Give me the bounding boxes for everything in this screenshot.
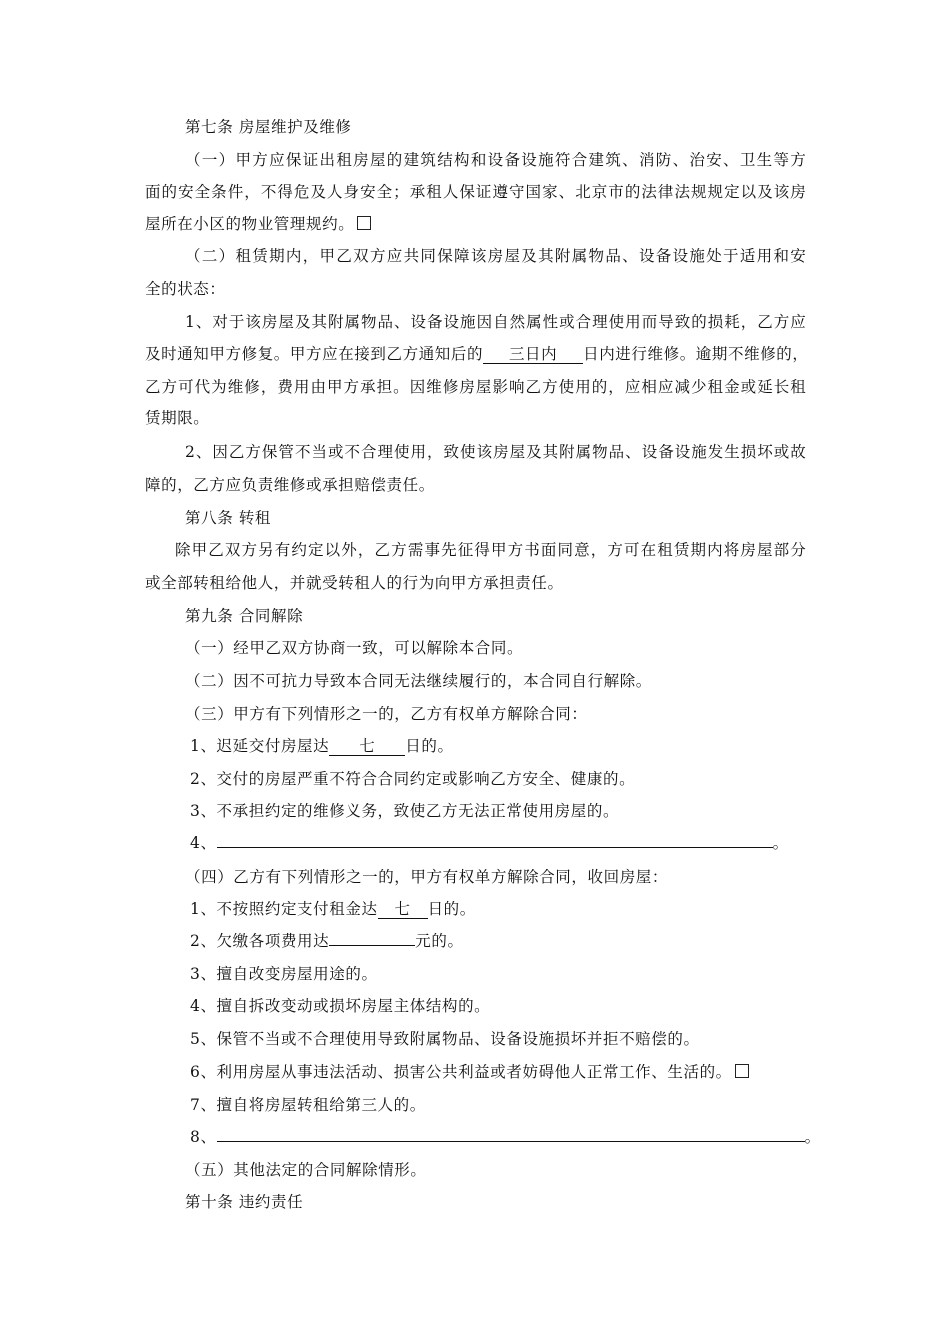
checkbox-icon — [357, 216, 371, 230]
art8-line1: 除甲乙双方另有约定以外，乙方需事先征得甲方书面同意，方可在租赁期内将房屋部分 — [175, 541, 806, 559]
art9-clause4-item2 — [190, 931, 464, 951]
art9-clause4-item3: 3、擅自改变房屋用途的。 — [190, 965, 378, 983]
art9-clause4-item1-post: 日的。 — [427, 900, 476, 918]
article-9-heading: 第九条 合同解除 — [185, 607, 304, 625]
checkbox-icon — [735, 1064, 749, 1078]
art7-clause2-line1: （二）租赁期内，甲乙双方应共同保障该房屋及其附属物品、设备设施处于适用和安 — [185, 247, 806, 265]
custom-condition-blank-2 — [217, 1141, 805, 1142]
art9-clause4-item4: 4、擅自拆改变动或损坏房屋主体结构的。 — [190, 997, 491, 1015]
art7-clause1-line2: 面的安全条件，不得危及人身安全；承租人保证遵守国家、北京市的法律法规规定以及该房 — [145, 183, 806, 201]
art9-clause4-item8-post: 。 — [804, 1128, 821, 1146]
art9-clause4-item5: 5、保管不当或不合理使用导致附属物品、设备设施损坏并拒不赔偿的。 — [190, 1030, 700, 1048]
art9-clause4-item1-pre: 1、不按照约定支付租金达 — [190, 900, 378, 918]
art9-clause3: （三）甲方有下列情形之一的，乙方有权单方解除合同： — [185, 705, 588, 723]
art9-clause4-item6 — [190, 1062, 749, 1082]
art9-clause4: （四）乙方有下列情形之一的，甲方有权单方解除合同，收回房屋： — [185, 868, 669, 886]
art9-clause4-item2-pre: 2、欠缴各项费用达 — [190, 932, 330, 950]
article-10-heading: 第十条 违约责任 — [185, 1193, 304, 1211]
repair-days-blank: 三日内 — [483, 345, 583, 364]
art9-clause3-item2: 2、交付的房屋严重不符合合同约定或影响乙方安全、健康的。 — [190, 770, 636, 788]
art7-clause2-line2: 全的状态： — [145, 280, 226, 298]
art7-item1-line3: 乙方可代为维修，费用由甲方承担。因维修房屋影响乙方使用的，应相应减少租金或延长租 — [145, 378, 806, 396]
delivery-delay-days-blank: 七 — [329, 737, 405, 756]
art7-item1-line4: 赁期限。 — [145, 409, 210, 427]
art7-item2-line1: 2、因乙方保管不当或不合理使用，致使该房屋及其附属物品、设备设施发生损坏或故 — [185, 443, 806, 461]
art7-item1-line2-pre: 及时通知甲方修复。甲方应在接到乙方通知后的 — [145, 345, 484, 363]
art9-clause3-item4 — [190, 833, 789, 853]
art7-item1-line2-post: 日内进行维修。逾期不维修的， — [583, 345, 809, 363]
art9-clause2: （二）因不可抗力导致本合同无法继续履行的，本合同自行解除。 — [185, 672, 652, 690]
art9-clause3-item1-post: 日的。 — [405, 737, 454, 755]
art9-clause4-item8 — [190, 1127, 821, 1147]
article-7-heading: 第七条 房屋维护及维修 — [185, 118, 352, 136]
art9-clause4-item8-pre: 8、 — [190, 1128, 217, 1146]
art9-clause1: （一）经甲乙双方协商一致，可以解除本合同。 — [185, 639, 524, 657]
art7-item2-line2: 障的，乙方应负责维修或承担赔偿责任。 — [145, 476, 435, 494]
art9-clause4-item1 — [190, 899, 476, 919]
art7-clause1-line3 — [145, 214, 371, 234]
art9-clause3-item1 — [190, 736, 454, 756]
art7-item1-line2 — [145, 344, 809, 364]
art7-item1-line1: 1、对于该房屋及其附属物品、设备设施因自然属性或合理使用而导致的损耗，乙方应 — [185, 313, 806, 331]
art9-clause3-item1-pre: 1、迟延交付房屋达 — [190, 737, 330, 755]
art9-clause3-item3: 3、不承担约定的维修义务，致使乙方无法正常使用房屋的。 — [190, 802, 620, 820]
art7-clause1-line3-text: 屋所在小区的物业管理规约。 — [145, 215, 355, 233]
art9-clause4-item6-text: 6、利用房屋从事违法活动、损害公共利益或者妨碍他人正常工作、生活的。 — [190, 1063, 732, 1081]
art8-line2: 或全部转租给他人，并就受转租人的行为向甲方承担责任。 — [145, 574, 564, 592]
art9-clause3-item4-post: 。 — [772, 834, 789, 852]
article-8-heading: 第八条 转租 — [185, 509, 272, 527]
art9-clause4-item2-post: 元的。 — [415, 932, 464, 950]
art7-clause1-line1: （一）甲方应保证出租房屋的建筑结构和设备设施符合建筑、消防、治安、卫生等方 — [185, 151, 806, 169]
art9-clause3-item4-pre: 4、 — [190, 834, 217, 852]
arrears-amount-blank — [329, 945, 415, 946]
rent-overdue-days-blank: 七 — [378, 900, 428, 919]
custom-condition-blank — [217, 847, 773, 848]
art9-clause4-item7: 7、擅自将房屋转租给第三人的。 — [190, 1096, 426, 1114]
art9-clause5: （五）其他法定的合同解除情形。 — [185, 1161, 427, 1179]
